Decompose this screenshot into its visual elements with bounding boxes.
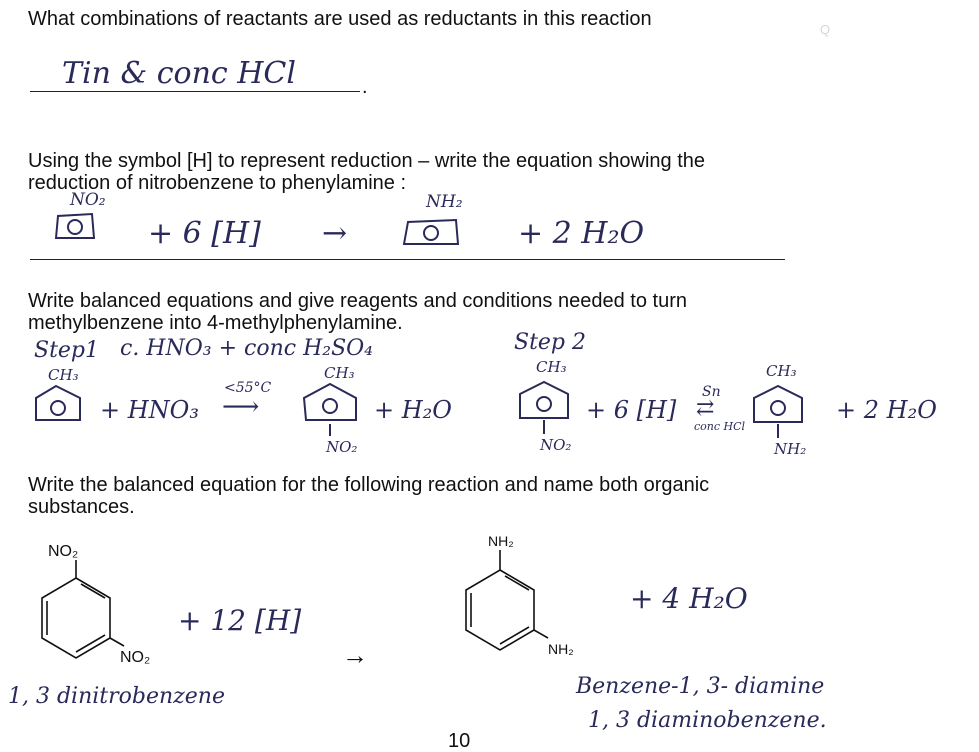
diamino-bottom-label: NH₂ xyxy=(548,641,574,657)
plus-water-2: + 4 H₂O xyxy=(630,582,748,615)
nitro-label: NO₂ xyxy=(70,190,106,210)
benzene-ring-product xyxy=(400,212,462,248)
dinitro-top-label: NO₂ xyxy=(48,543,79,560)
question-2-text-line1: Using the symbol [H] to represent reduction – write the equation showing the xyxy=(28,150,706,172)
toluene-ch3: CH₃ xyxy=(48,366,79,384)
answer-1: Tin & conc HCl xyxy=(62,56,296,91)
methylphenylamine-ring xyxy=(750,384,808,428)
question-3-text-line1: Write balanced equations and give reagents and conditions needed to turn xyxy=(28,290,687,312)
step2-label: Step 2 xyxy=(514,330,587,355)
step2-no2: NO₂ xyxy=(540,436,572,454)
reaction-arrow-2: → xyxy=(342,640,368,670)
dinitro-bottom-label: NO₂ xyxy=(120,649,151,666)
product-name-2: 1, 3 diaminobenzene. xyxy=(588,708,827,733)
answer-2-line xyxy=(30,259,785,260)
question-3-text-line2: methylbenzene into 4-methylphenylamine. xyxy=(28,312,403,334)
step2-ch3: CH₃ xyxy=(536,358,567,376)
diaminobenzene-structure xyxy=(444,534,594,664)
answer-1-line xyxy=(30,91,360,92)
step1-label: Step1 xyxy=(34,338,100,363)
nitrotoluene-ring-step2 xyxy=(516,380,574,424)
plus-water-1: + 2 H₂O xyxy=(518,216,645,251)
question-1-text: What combinations of reactants are used as reductants in this reaction xyxy=(28,8,652,30)
step2-arrow: ⇄ xyxy=(696,396,715,421)
answer-1-suffix: . xyxy=(362,76,368,98)
nitrotoluene-ring xyxy=(300,380,362,430)
amine-label: NH₂ xyxy=(426,192,463,212)
nitrotoluene-no2: NO₂ xyxy=(326,438,358,456)
step1-plus-water: + H₂O xyxy=(374,396,452,424)
step2-reagent-sn: Sn xyxy=(702,384,721,400)
step1-plus-hno3: + HNO₃ xyxy=(100,396,199,424)
step2-plus-6H: + 6 [H] xyxy=(586,396,677,424)
reaction-arrow-1: → xyxy=(322,216,348,251)
product-nh2: NH₂ xyxy=(774,440,807,458)
step2-plus-water: + 2 H₂O xyxy=(836,396,937,424)
question-2-text-line2: reduction of nitrobenzene to phenylamine : xyxy=(28,172,407,194)
reactant-name: 1, 3 dinitrobenzene xyxy=(8,684,225,709)
plus-6H: + 6 [H] xyxy=(148,216,261,251)
plus-12H: + 12 [H] xyxy=(178,604,302,637)
step1-reagents: c. HNO₃ + conc H₂SO₄ xyxy=(120,336,373,361)
nitrotoluene-ch3: CH₃ xyxy=(324,364,355,382)
benzene-ring-reactant xyxy=(50,208,100,244)
question-4-text-line1: Write the balanced equation for the following reaction and name both organic xyxy=(28,474,710,496)
product-ch3: CH₃ xyxy=(766,362,797,380)
product-name-1: Benzene-1, 3- diamine xyxy=(576,674,825,699)
question-4-text-line2: substances. xyxy=(28,496,135,518)
step1-arrow: ⟶ xyxy=(222,392,260,422)
page-number: 10 xyxy=(448,730,471,752)
step2-reagent-hcl: conc HCl xyxy=(694,420,746,433)
diamino-top-label: NH₂ xyxy=(488,533,514,549)
toluene-ring-step1 xyxy=(30,384,86,426)
dinitrobenzene-structure xyxy=(20,538,170,668)
step1-condition: <55°C xyxy=(224,380,272,396)
